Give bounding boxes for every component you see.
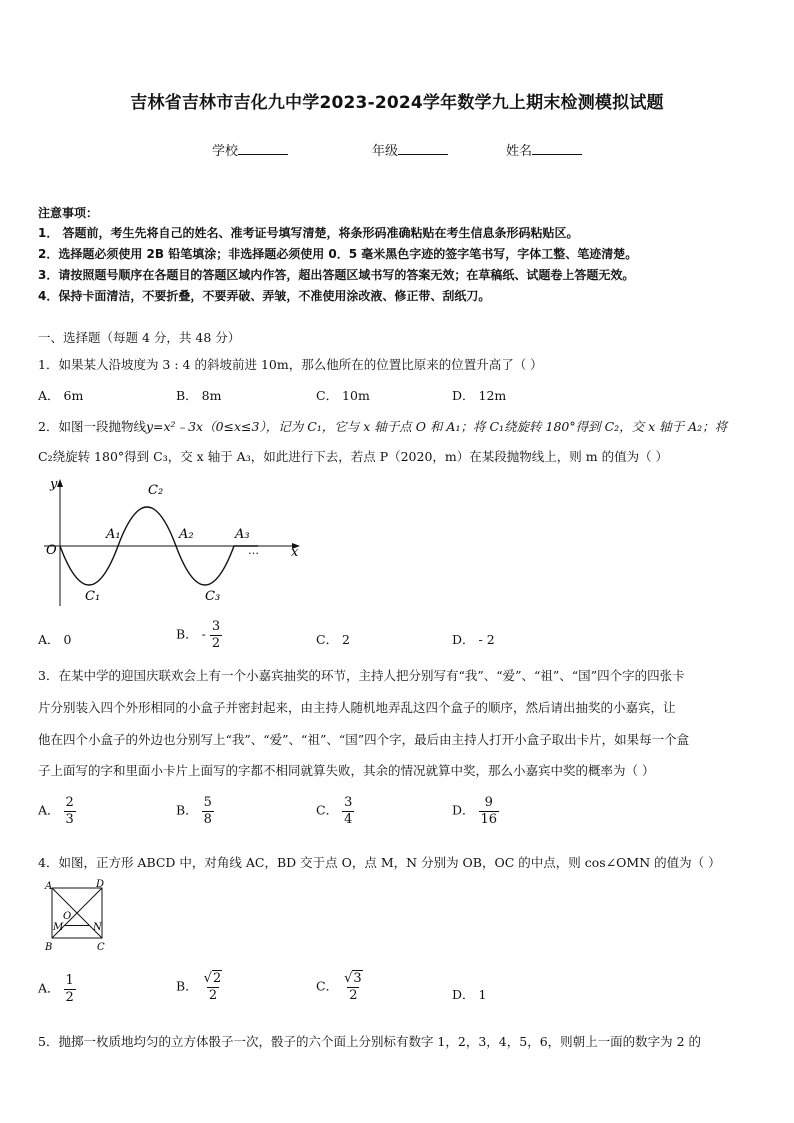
label-n: N: [93, 922, 102, 933]
name-label: 姓名: [506, 144, 533, 159]
q4-option-d[interactable]: D． 1: [452, 987, 487, 1002]
q3-option-a[interactable]: [38, 796, 76, 826]
q4-option-c-fraction: [342, 972, 365, 1002]
fig-origin-label: O: [46, 543, 57, 558]
q1-option-c[interactable]: C． 10m: [316, 388, 370, 403]
question-1-stem: 1．如果某人沿坡度为 3 : 4 的斜坡前进 10m，那么他所在的位置比原来的位置升高了（ ）: [38, 357, 543, 372]
option-label: B．: [176, 802, 198, 818]
option-label: A．: [38, 802, 60, 818]
q1-option-d[interactable]: D． 12m: [452, 388, 507, 403]
school-field: [212, 140, 288, 159]
radicand: 3: [353, 971, 362, 986]
q4-option-b[interactable]: [176, 972, 224, 1002]
q4-option-c[interactable]: [316, 972, 365, 1002]
label-o: O: [63, 911, 72, 922]
q1-option-b[interactable]: B． 8m: [176, 388, 222, 403]
fraction-numerator: 3: [211, 619, 221, 634]
fraction-numerator: 5: [203, 795, 212, 810]
q2-option-b-fraction: [210, 620, 222, 650]
q4-option-a[interactable]: [38, 974, 76, 1004]
q3-option-d[interactable]: [452, 796, 499, 826]
notes-heading: 注意事项：: [38, 206, 99, 220]
fig-ellipsis: …: [248, 544, 259, 557]
q2-option-a[interactable]: A． 0: [38, 632, 72, 647]
option-label: C．: [316, 802, 339, 818]
note-item: 1． 答题前，考生先将自己的姓名、准考证号填写清楚，将条形码准确粘贴在考生信息条形码粘贴区。: [38, 226, 579, 240]
fraction-numerator: 9: [484, 795, 493, 810]
label-d: D: [96, 879, 105, 890]
y-axis-arrow: [57, 479, 63, 487]
fig-a1-label: A₁: [106, 527, 121, 542]
q3-option-b-fraction: [202, 796, 214, 826]
note-item: 3．请按照题号顺序在各题目的答题区域内作答，超出答题区域书写的答案无效；在草稿纸、试题卷上答题无效。: [38, 268, 635, 282]
grade-field: [372, 140, 448, 159]
page-title: 吉林省吉林市吉化九中学2023-2024学年数学九上期末检测模拟试题: [130, 93, 664, 113]
q2-option-b[interactable]: [176, 620, 222, 650]
q4-square-figure: [40, 878, 120, 958]
name-blank[interactable]: [532, 142, 582, 155]
sqrt-symbol: √2: [203, 971, 222, 986]
fraction-numerator: 2: [65, 795, 74, 810]
label-c: C: [97, 942, 105, 953]
question-2-line2: C₂绕旋转 180°得到 C₃，交 x 轴于 A₃，如此进行下去，若点 P（2020，m）在某段抛物线上，则 m 的值为（ ）: [38, 449, 669, 464]
fraction-numerator: 1: [65, 973, 74, 988]
q2-option-d[interactable]: D． - 2: [452, 632, 495, 647]
fraction-denominator: 8: [203, 811, 212, 827]
school-blank[interactable]: [238, 142, 288, 155]
question-3-line: 3．在某中学的迎国庆联欢会上有一个小嘉宾抽奖的环节，主持人把分别写有“我”、“爱”、“祖”、“国”四个字的四张卡: [38, 668, 685, 683]
q3-option-c-fraction: [342, 796, 354, 826]
fig-x-label: x: [291, 545, 299, 560]
q4-option-a-fraction: [64, 974, 76, 1004]
q1-option-a[interactable]: A． 6m: [38, 388, 84, 403]
sqrt-symbol: √3: [344, 971, 362, 986]
name-field: [506, 140, 582, 159]
fraction-denominator: 3: [65, 811, 74, 827]
question-2-line1: [38, 417, 727, 435]
fraction-numerator: [342, 972, 365, 987]
label-b: B: [45, 942, 53, 953]
q3-option-d-fraction: [479, 796, 500, 826]
note-item: 4．保持卡面清洁，不要折叠，不要弄破、弄皱，不准使用涂改液、修正带、刮纸刀。: [38, 289, 491, 303]
grade-label: 年级: [372, 144, 399, 159]
fig-c2-label: C₂: [148, 483, 164, 498]
option-label: A．: [38, 980, 60, 996]
q3-option-c[interactable]: [316, 796, 354, 826]
question-3-line: 片分别装入四个外形相同的小盒子并密封起来，由主持人随机地弄乱这四个盒子的顺序，然后请出抽奖的小嘉宾，让: [38, 700, 676, 715]
fraction-denominator: 2: [349, 987, 358, 1003]
question-4-stem: 4．如图，正方形 ABCD 中，对角线 AC，BD 交于点 O，点 M，N 分别为 OB，OC 的中点，则 cos∠OMN 的值为（ ）: [38, 855, 721, 870]
question-5-stem: 5．抛掷一枚质地均匀的立方体骰子一次，骰子的六个面上分别标有数字 1，2，3，4，5，6，则朝上一面的数字为 2 的: [38, 1034, 702, 1049]
section-heading: 一、选择题（每题 4 分，共 48 分）: [38, 330, 241, 345]
question-3-line: 他在四个小盒子的外边也分别写上“我”、“爱”、“祖”、“国”四个字，最后由主持人打开小盒子取出卡片，如果每一个盒: [38, 732, 690, 747]
q3-option-b[interactable]: [176, 796, 214, 826]
fig-c3-label: C₃: [205, 589, 221, 604]
q2-line1-text: 2．如图一段抛物线: [38, 419, 146, 434]
label-m: M: [53, 922, 64, 933]
fraction-denominator: 2: [211, 635, 221, 651]
option-label: B．: [176, 978, 198, 994]
q3-option-a-fraction: [64, 796, 76, 826]
grade-blank[interactable]: [398, 142, 448, 155]
fig-a3-label: A₃: [235, 527, 250, 542]
note-item: 2．选择题必须使用 2B 铅笔填涂；非选择题必须使用 0．5 毫米黑色字迹的签字笔书写，字体工整、笔迹清楚。: [38, 247, 638, 261]
school-label: 学校: [212, 144, 239, 159]
radicand: 2: [212, 971, 222, 986]
fraction-numerator: 3: [344, 795, 353, 810]
q2-option-c[interactable]: C． 2: [316, 632, 350, 647]
q2-option-b-prefix: B． -: [176, 626, 206, 642]
fraction-denominator: 4: [344, 811, 353, 827]
q4-option-b-fraction: [202, 972, 225, 1002]
fraction-denominator: 2: [208, 987, 218, 1003]
fraction-denominator: 2: [65, 989, 74, 1005]
option-label: D．: [452, 802, 475, 818]
q2-figure: [38, 474, 308, 610]
fig-a2-label: A₂: [179, 527, 194, 542]
fraction-denominator: 16: [480, 811, 498, 827]
q2-line1-formula: y=x²﹣3x（0≤x≤3），记为 C₁，它与 x 轴于点 O 和 A₁；将 C₁绕旋转 180°得到 C₂，交 x 轴于 A₂；将: [145, 419, 728, 434]
fig-y-label: y: [50, 477, 58, 492]
fig-c1-label: C₁: [85, 589, 101, 604]
label-a: A: [45, 881, 53, 892]
question-3-line: 子上面写的字和里面小卡片上面写的字都不相同就算失败，其余的情况就算中奖，那么小嘉宾中奖的概率为（ ）: [38, 763, 655, 778]
fraction-numerator: [202, 972, 225, 987]
option-label: C．: [316, 978, 339, 994]
